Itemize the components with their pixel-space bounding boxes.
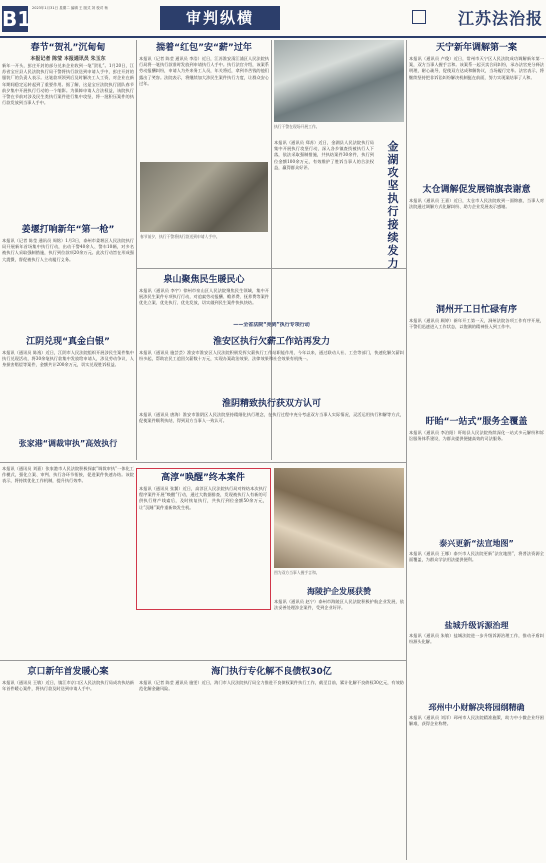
vertical-headline: 金湖攻坚执行接续发力 bbox=[387, 140, 399, 270]
headline: 洞州开工日忙碌有序 bbox=[435, 305, 517, 315]
article-6 bbox=[2, 334, 134, 434]
photo-caption: 执行干警在现场开展工作。 bbox=[274, 124, 320, 129]
headline: 盱眙“一站式”服务全覆盖 bbox=[425, 417, 528, 427]
article-body: 本报讯（通讯员 唐海）淮安市淮阴区人民法院坚持精细化执行理念，在执行过程中充分考虑双方当事人实际情况，灵活运用执行和解等方式，促使案件顺利执结，得到双方当事人一致认可。 bbox=[139, 412, 404, 424]
article-15 bbox=[2, 664, 134, 860]
article-9-head bbox=[2, 436, 134, 460]
article-16 bbox=[274, 584, 404, 658]
article-body: 本报讯（通讯员 李宇）徐州市泉山区人民法院聚焦民生领域，集中开展涉民生案件专项执行行动，对追索劳动报酬、赡养费、抚养费等案件优先立案、优先执行、优先发放，切实做到民生案件快执快结。 bbox=[139, 288, 269, 306]
section-title: 审判纵横 bbox=[160, 6, 280, 30]
headline: 海门执行专化解不良债权30亿 bbox=[211, 667, 332, 677]
headline: 京口新年首发暖心案 bbox=[27, 667, 109, 677]
column-divider bbox=[406, 40, 407, 860]
article-4 bbox=[2, 222, 134, 332]
headline: 泉山聚焦民生暖民心 bbox=[163, 275, 245, 285]
article-body: 本报讯（通讯员 卢俊）近日，常州市天宁区人民法院成功调解新年第一案，双方当事人握手言和。该案系一起买卖合同纠纷，承办法官充分释法明理，耐心疏导，促使双方达成和解协议，当场履行完毕。法官表示，将继续坚持把非诉讼纠纷解决机制挺在前面，努力实现案结事了人和。 bbox=[409, 56, 544, 80]
headline: 盐城升级诉源治理 bbox=[444, 621, 509, 630]
article-body: 本报讯（记者 陈莹 通讯员 李浩）近日，江苏淮安清江浦区人民法院执行局将一笔执行款准时发放到申请执行人手中。执行法官介绍，该案系劳动报酬纠纷，申请人为外来务工人员，年关将近，拿到辛苦钱的他们露出了笑容。法院表示，将继续加大涉民生案件执行力度，让群众安心过年。 bbox=[139, 56, 269, 86]
headline: 海陵护企发展获赞 bbox=[307, 587, 371, 596]
news-photo bbox=[274, 40, 404, 122]
article-18 bbox=[409, 536, 544, 616]
row-divider bbox=[0, 462, 406, 463]
news-photo bbox=[274, 468, 404, 568]
article-5-body bbox=[274, 140, 374, 266]
article-13 bbox=[409, 414, 544, 534]
article-1 bbox=[2, 40, 134, 220]
headline: 淮安区执行欠薪工作站再发力 bbox=[212, 337, 330, 347]
article-body: 本报讯（通讯员 赵宁）泰州市海陵区人民法院积极护航企业发展，依法妥善处理涉企案件，受到企业好评。 bbox=[274, 599, 404, 611]
article-7 bbox=[139, 272, 269, 322]
headline: 泰兴更新“法宣地图” bbox=[439, 539, 514, 548]
article-body: 本报讯（记者 陈莹 通讯员 施雯）近日，海门市人民法院执行局全力推进不良债权案件执行工作，截至目前，累计化解不良债权30亿元，有效防范化解金融风险。 bbox=[139, 680, 404, 692]
headline: 江阴兑现“真金白银” bbox=[26, 337, 110, 347]
article-body: 本报讯（通讯员 郑苏）近日，金湖县人民法院执行局集中开展执行攻坚行动，深入各乡镇查找被执行人下落，依法采取强制措施，共执结案件30余件，执行到位金额100余万元，有效维护了胜诉当事人的合法权益，赢得群众好评。 bbox=[274, 140, 374, 170]
article-body: 新年一开头，彭庄开封的部分兑来企业收到一笔“贺礼”。1月20日，江苏省宝应县人民法院执行局干警将执行款送到申请人手中，彭庄开封的服装厂的负责人表示。这笔款项领到后及时解决工人工资，对企业在新年期间稳定运转起到了重要作用。据了解，这是宝应法院执行团队春节前夕集中开展执行行动的一个缩影。为保障申请人合法权益，该院执行干警在节前对涉及民生类执行案件进行集中攻坚，将一批积压案件的执行款发放到当事人手中。 bbox=[2, 63, 134, 106]
article-8 bbox=[139, 334, 404, 394]
article-20 bbox=[409, 700, 544, 860]
article-body: 本报讯（通讯员 施芸芸）淮安市淮安区人民法院积极发挥欠薪执行工作站职能作用，今年以来，通过联动人社、工会等部门，快速化解欠薪纠纷多起，帮助农民工追回欠薪数十万元，实现办案政治效果、法律效果和社会效果有机统一。 bbox=[139, 350, 404, 362]
article-body: 本报讯（通讯员 刘洋）邳州市人民法院精准施策，助力中小微企业纾困解难，获得企业称赞。 bbox=[409, 715, 544, 727]
headline: 淮阴精致执行获双方认可 bbox=[221, 399, 321, 409]
photo-caption: 春节前夕，执行干警将执行款送到申请人手中。 bbox=[140, 234, 220, 239]
byline: 本报记者 陈莹 本报通讯员 朱玉东 bbox=[30, 56, 106, 62]
article-2 bbox=[139, 40, 269, 160]
headline: 张家港“调裁审执”高效执行 bbox=[18, 439, 118, 448]
campaign-banner: ——全省法院“亮剑”执行专项行动 bbox=[233, 322, 310, 328]
article-19 bbox=[409, 618, 544, 698]
article-body: 本报讯（通讯员 王敏）近日，镇江市京口区人民法院执行局成功执结新年首件暖心案件，将执行款及时送到申请人手中。 bbox=[2, 680, 134, 692]
article-3 bbox=[409, 40, 544, 180]
article-10 bbox=[139, 396, 404, 460]
article-body: 本报讯（通讯员 张翼）近日，高淳区人民法院执行局对终结本次执行程序案件开展“唤醒”行动，通过大数据排查，发现被执行人有新的可供执行财产线索后，及时恢复执行，共执行到位金额50余万元，让“沉睡”案件重新焕发生机。 bbox=[139, 486, 267, 510]
article-body: 本报讯（通讯员 陈逸）近日，江阴市人民法院组织开展涉民生案件集中执行兑现活动，将30余笔执行款集中发放给申请人，涉及劳动争议、人身损害赔偿等案件，金额共计200余万元，切实兑现胜诉权益。 bbox=[2, 350, 134, 368]
column-divider bbox=[136, 40, 137, 460]
article-11 bbox=[409, 182, 544, 300]
article-12 bbox=[409, 302, 544, 412]
article-17 bbox=[139, 664, 404, 860]
article-body: 本报讯（通讯员 王娜）泰兴市人民法院更新“法宣地图”，将普法资源全面覆盖，为群众学法用法提供便利。 bbox=[409, 551, 544, 563]
article-9 bbox=[2, 466, 134, 656]
issue-meta: 2023年1月31日 星期二 编辑 王 版式 刘 校对 杨 bbox=[32, 6, 108, 10]
brand-name: 江苏法治报 bbox=[457, 9, 543, 28]
article-body: 本报讯（记者 陈莹 通讯员 周铭）1月3日，泰州市姜堰区人民法院执行局开展新年首场集中执行行动，出动干警40余人、警车10辆，对多名被执行人采取强制措施，执行到位款项20余万元。此次行动旨在形成强大震慑，督促被执行人主动履行义务。 bbox=[2, 238, 134, 262]
article-body: 本报讯（通讯员 刘嘉）张家港市人民法院积极探索“调裁审执”一体化工作模式，强化立案、审判、执行各环节衔接，促进案件快速办结。该院表示，将持续优化工作机制，提升执行效率。 bbox=[2, 466, 134, 484]
headline: 天宁新年调解第一案 bbox=[435, 43, 517, 53]
article-14 bbox=[139, 470, 267, 606]
page-number: B1 bbox=[2, 7, 32, 31]
article-body: 本报讯（通讯员 李泊阳）盱眙县人民法院持续深化一站式多元解纷和诉讼服务体系建设，为群众提供便捷高效的司法服务。 bbox=[409, 430, 544, 442]
headline: 揣着“红包”安“薪”过年 bbox=[156, 43, 252, 53]
headline: 太仓调解促发展锦旗表谢意 bbox=[422, 185, 531, 195]
news-photo bbox=[140, 162, 268, 232]
headline: 春节“贺礼”沉甸甸 bbox=[30, 43, 106, 53]
row-divider bbox=[136, 268, 406, 269]
row-divider bbox=[0, 660, 406, 661]
article-body: 本报讯（通讯员 朱敏）盐城法院进一步升级诉源治理工作，推动矛盾纠纷源头化解。 bbox=[409, 633, 544, 645]
headline: 姜堰打响新年“第一枪” bbox=[21, 225, 115, 235]
article-body: 本报讯（通讯员 王嘉）近日，太仓市人民法院收到一面锦旗，当事人对法院通过调解方式化解纠纷、助力企业发展表示感谢。 bbox=[409, 198, 544, 210]
headline: 高淳“唤醒”终本案件 bbox=[161, 473, 245, 483]
article-body: 本报讯（通讯员 顾婷）新年开工第一天，洞州法院各项工作有序开展，干警们迅速进入工作状态，以饱满的精神投入到工作中。 bbox=[409, 318, 544, 330]
headline: 邳州中小财解决将园纲精确 bbox=[428, 703, 525, 712]
photo-caption: 图为双方当事人握手言和。 bbox=[274, 570, 320, 575]
